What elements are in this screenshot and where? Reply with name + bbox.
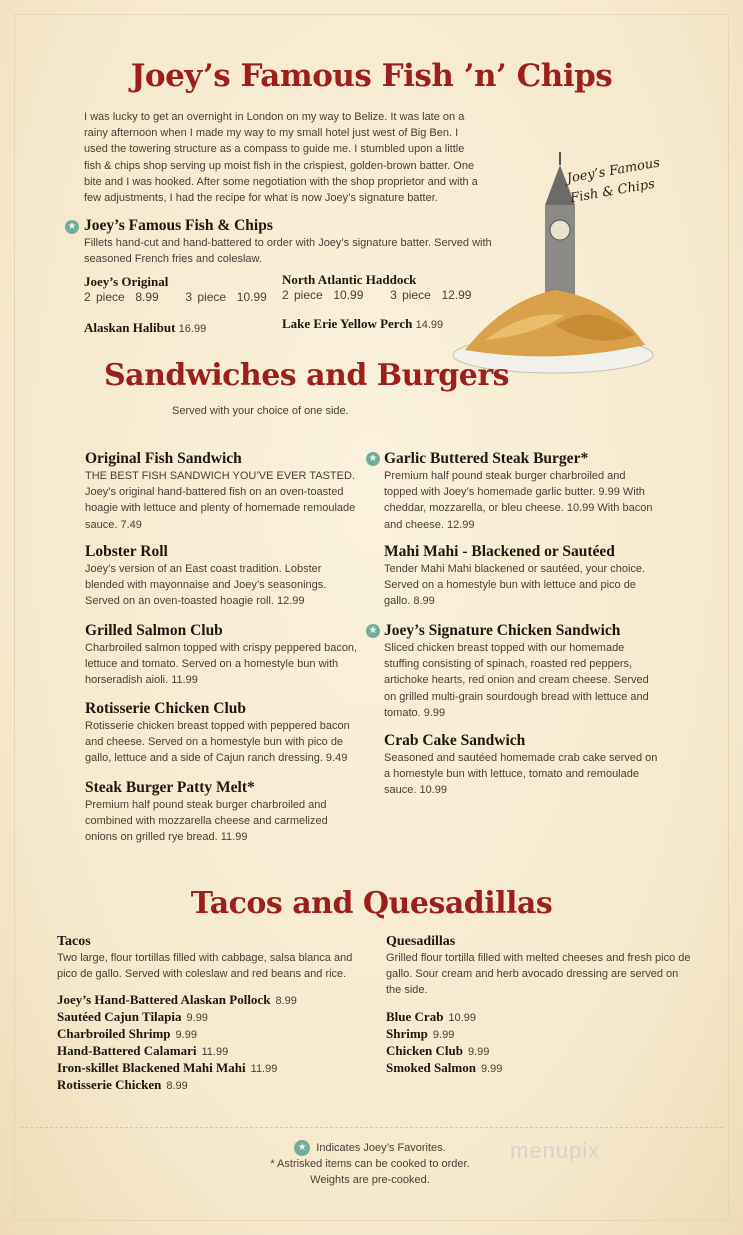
item-name: Smoked Salmon bbox=[386, 1059, 476, 1075]
star-icon: ★ bbox=[366, 624, 380, 638]
tacos-desc: Two large, flour tortillas filled with cabbage, salsa blanca and pico de gallo. Served with coleslaw and red beans and rice. bbox=[57, 952, 353, 981]
item-price: 10.99 bbox=[448, 1011, 476, 1024]
price: 8.99 bbox=[135, 290, 159, 304]
quesadillas-block bbox=[386, 934, 696, 1077]
item-name: Mahi Mahi - Blackened or Sautéed bbox=[384, 543, 615, 560]
portion-label: 3 piece bbox=[185, 290, 227, 304]
item-desc: Sliced chicken breast topped with our homemade stuffing consisting of spinach, roasted red peppers, artichoke hearts, red onion and cream cheese. Served on grilled multi-grain sourdough bread with lettuce and tomato. 9.99 bbox=[384, 642, 649, 719]
weights-note: Weights are pre-cooked. bbox=[310, 1174, 430, 1187]
fish-intro: I was lucky to get an overnight in London on my way to Belize. It was late on a rainy afternoon when I made my way to my small hotel just west of Big Ben. I used the towering structure as a compass to guide me. I stumbled upon a little fish & chips shop serving up moist fish in the crispiest, golden-brown batter. One bite and I was hooked. After some negotiation with the shop proprietor and with a few adjustments, I had the recipe for what is now Joey’s signature batter. bbox=[84, 111, 478, 205]
portion-label: 2 piece bbox=[84, 290, 125, 304]
quesadillas-desc: Grilled flour tortilla filled with melted cheeses and fresh pico de gallo. Sour cream and herb avocado dressing are served on the side. bbox=[386, 952, 691, 997]
list-item bbox=[386, 1060, 696, 1077]
fish-chips-item bbox=[67, 217, 504, 267]
list-item bbox=[386, 1043, 696, 1060]
item-desc: Tender Mahi Mahi blackened or sautéed, your choice. Served on a homestyle bun with lettuce and pico de gallo. 8.99 bbox=[384, 563, 646, 608]
variant-name: Lake Erie Yellow Perch bbox=[282, 316, 413, 331]
item-price: 9.99 bbox=[175, 1029, 197, 1042]
item-price: 11.99 bbox=[201, 1046, 229, 1059]
item-name: Lobster Roll bbox=[85, 543, 168, 560]
variant-name: Joey’s Original bbox=[84, 274, 169, 289]
item-name: Joey’s Signature Chicken Sandwich bbox=[384, 622, 621, 639]
list-item bbox=[57, 1043, 367, 1060]
star-icon: ★ bbox=[65, 220, 79, 234]
menu-item bbox=[85, 700, 360, 767]
menu-item bbox=[368, 622, 659, 721]
item-name: Iron-skillet Blackened Mahi Mahi bbox=[57, 1060, 246, 1076]
price: 10.99 bbox=[236, 290, 267, 304]
list-item bbox=[57, 1060, 367, 1077]
fish-section-title: Joey’s Famous Fish ’n’ Chips bbox=[130, 58, 613, 94]
tacos-block bbox=[57, 934, 367, 1094]
item-price: 8.99 bbox=[275, 995, 297, 1008]
item-name: Garlic Buttered Steak Burger* bbox=[384, 450, 589, 467]
item-name: Charbroiled Shrimp bbox=[57, 1026, 171, 1042]
item-price: 9.99 bbox=[480, 1062, 503, 1075]
item-name: Hand-Battered Calamari bbox=[57, 1043, 197, 1059]
list-item bbox=[57, 1077, 367, 1094]
item-desc: Charbroiled salmon topped with crispy peppered bacon, lettuce and tomato. Served on a homestyle bun with horseradish aioli. 11.99 bbox=[85, 642, 358, 687]
footer-notes bbox=[220, 1140, 520, 1189]
item-name: Grilled Salmon Club bbox=[85, 622, 223, 639]
item-name: Steak Burger Patty Melt* bbox=[85, 779, 255, 796]
tacos-heading: Tacos bbox=[57, 934, 91, 949]
variant-perch bbox=[282, 316, 443, 332]
list-item bbox=[57, 992, 367, 1009]
item-name: Chicken Club bbox=[386, 1042, 463, 1058]
menu-item bbox=[85, 779, 360, 846]
variant-name: Alaskan Halibut bbox=[84, 320, 176, 335]
list-item bbox=[386, 1026, 696, 1043]
item-price: 9.99 bbox=[186, 1012, 208, 1025]
item-price: 11.99 bbox=[250, 1063, 278, 1076]
price: 10.99 bbox=[333, 288, 364, 302]
variant-name: North Atlantic Haddock bbox=[282, 272, 417, 287]
menu-item bbox=[384, 732, 659, 799]
divider bbox=[20, 1127, 723, 1128]
price: 16.99 bbox=[178, 323, 207, 335]
item-name: Sautéed Cajun Tilapia bbox=[57, 1009, 182, 1025]
item-desc: Seasoned and sautéed homemade crab cake served on a homestyle bun with lettuce, tomato and remoulade sauce. 10.99 bbox=[384, 752, 658, 797]
sandwiches-subtitle: Served with your choice of one side. bbox=[172, 405, 349, 417]
price: 12.99 bbox=[441, 288, 472, 302]
menu-item bbox=[85, 543, 360, 610]
quesadillas-heading: Quesadillas bbox=[386, 934, 456, 949]
item-desc: Premium half pound steak burger charbroiled and combined with mozzarella cheese and carmelized onions on grilled rye bread. 11.99 bbox=[85, 799, 328, 844]
list-item bbox=[57, 1009, 367, 1026]
item-price: 8.99 bbox=[166, 1080, 188, 1093]
list-item bbox=[57, 1026, 367, 1043]
item-name: Blue Crab bbox=[386, 1008, 444, 1024]
star-icon: ★ bbox=[294, 1140, 310, 1156]
star-icon: ★ bbox=[366, 452, 380, 466]
item-desc: Fillets hand-cut and hand-battered to order with Joey’s signature batter. Served with seasoned French fries and coleslaw. bbox=[84, 237, 492, 266]
menu-item bbox=[85, 622, 360, 689]
item-name: Crab Cake Sandwich bbox=[384, 732, 526, 749]
item-price: 9.99 bbox=[467, 1045, 490, 1058]
variant-original bbox=[84, 274, 267, 304]
item-name: Original Fish Sandwich bbox=[85, 450, 242, 467]
item-desc: Joey’s version of an East coast tradition. Lobster blended with mayonnaise and Joey’s seasonings. Served on an oven-toasted hoagie roll. 12.99 bbox=[85, 563, 327, 608]
favorites-note: Indicates Joey’s Favorites. bbox=[316, 1142, 446, 1154]
item-desc: THE BEST FISH SANDWICH YOU’VE EVER TASTED. Joey’s original hand-battered fish on an oven-toasted hoagie with lettuce and plenty of homemade remoulade sauce. 7.49 bbox=[85, 470, 356, 531]
price: 14.99 bbox=[415, 319, 444, 331]
item-name: Joey’s Famous Fish & Chips bbox=[84, 217, 273, 234]
script-label: Joey’s Famous Fish & Chips bbox=[565, 155, 661, 207]
item-name: Rotisserie Chicken bbox=[57, 1077, 162, 1093]
variant-haddock bbox=[282, 272, 471, 302]
portion-label: 2 piece bbox=[282, 288, 323, 302]
list-item bbox=[386, 1009, 696, 1026]
item-name: Shrimp bbox=[386, 1025, 428, 1041]
watermark: menupix bbox=[510, 1138, 601, 1163]
item-price: 9.99 bbox=[432, 1028, 455, 1041]
tacos-section-title: Tacos and Quesadillas bbox=[190, 886, 553, 921]
item-name: Rotisserie Chicken Club bbox=[85, 700, 247, 717]
menu-item bbox=[368, 450, 659, 533]
portion-label: 3 piece bbox=[390, 288, 431, 302]
item-desc: Premium half pound steak burger charbroiled and topped with Joey’s homemade garlic butter. 9.99 With cheddar, mozzarella, or bleu cheese. 10.99 With bacon and cheese. 12.99 bbox=[384, 470, 653, 531]
variant-halibut bbox=[84, 320, 206, 336]
menu-item bbox=[85, 450, 360, 533]
item-name: Joey’s Hand-Battered Alaskan Pollock bbox=[57, 992, 271, 1008]
menu-item bbox=[384, 543, 659, 610]
sandwiches-section-title: Sandwiches and Burgers bbox=[104, 358, 510, 393]
item-desc: Rotisserie chicken breast topped with peppered bacon and cheese. Served on a homestyle bun with pico de gallo, lettuce and a side of Cajun ranch dressing. 9.49 bbox=[85, 720, 350, 765]
asterisk-note: * Astrisked items can be cooked to order. bbox=[270, 1158, 470, 1171]
